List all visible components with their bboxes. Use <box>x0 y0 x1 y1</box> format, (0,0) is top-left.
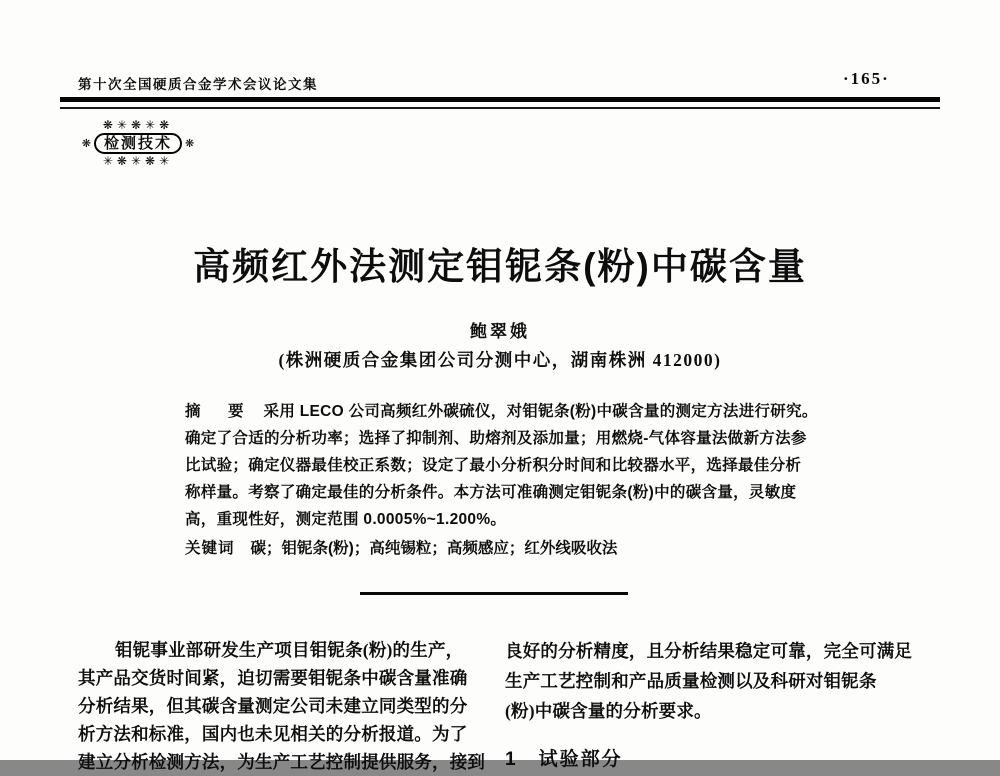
category-stamp <box>78 119 198 168</box>
body-line: 分析结果，但其碳含量测定公司未建立同类型的分 <box>78 696 468 716</box>
stamp-label: 检测技术 <box>94 133 182 154</box>
body-line: 建立分析检测方法，为生产工艺控制提供服务，接到 <box>78 752 486 772</box>
abstract-label: 摘 要 <box>185 403 250 420</box>
header-rule-thick <box>60 97 940 102</box>
keywords-row <box>185 536 829 558</box>
ornament-left-icon: ❋ <box>81 137 91 150</box>
ornament-bottom-icon: ✳❋✳❋✳ <box>102 154 174 168</box>
body-line: 钼铌事业部研发生产项目钼铌条(粉)的生产， <box>115 640 464 660</box>
body-line: 析方法和标准，国内也未见相关的分析报道。为了 <box>78 724 468 744</box>
body-line: 生产工艺控制和产品质量检测以及科研对钼铌条 <box>505 671 877 691</box>
abstract-line: 比试验；确定仪器最佳校正系数；设定了最小分析积分时间和比较器水平，选择最佳分析 <box>185 457 802 474</box>
abstract-text: 采用 LECO 公司高频红外碳硫仪，对钼铌条(粉)中碳含量的测定方法进行研究。 <box>263 403 818 420</box>
abstract-line: 确定了合适的分析功率；选择了抑制剂、助熔剂及添加量；用燃烧-气体容量法做新方法参 <box>185 430 807 447</box>
page-number: ·165· <box>843 69 890 88</box>
author-name: 鲍翠娥 <box>470 322 530 341</box>
ornament-top-icon: ❋✳❋✳❋ <box>102 118 174 132</box>
body-right-column <box>505 636 931 726</box>
body-line: (粉)中碳含量的分析要求。 <box>505 701 712 721</box>
keywords-label: 关键词 <box>185 540 235 557</box>
header-rule-thin <box>60 107 940 109</box>
section-heading: 1 试验部分 <box>505 749 623 770</box>
abstract-line <box>185 398 829 425</box>
abstract-line: 高，重现性好，测定范围 0.0005%~1.200%。 <box>185 511 507 528</box>
section-separator <box>360 592 628 595</box>
ornament-right-icon: ❋ <box>185 137 195 150</box>
abstract-line: 称样量。考察了确定最佳的分析条件。本方法可准确测定钼铌条(粉)中的碳含量，灵敏度 <box>185 484 797 501</box>
proceedings-title: 第十次全国硬质合金学术会议论文集 <box>78 77 318 92</box>
article-title: 高频红外法测定钼铌条(粉)中碳含量 <box>193 246 807 287</box>
body-line: 其产品交货时间紧，迫切需要钼铌条中碳含量准确 <box>78 668 468 688</box>
keywords-text: 碳；钼铌条(粉)；高纯锡粒；高频感应；红外线吸收法 <box>250 540 618 557</box>
body-left-column <box>78 636 498 776</box>
body-line: 良好的分析精度，且分析结果稳定可靠，完全可满足 <box>505 641 913 661</box>
affiliation: (株洲硬质合金集团公司分测中心，湖南株洲 412000) <box>278 350 722 370</box>
abstract-block <box>185 398 829 533</box>
